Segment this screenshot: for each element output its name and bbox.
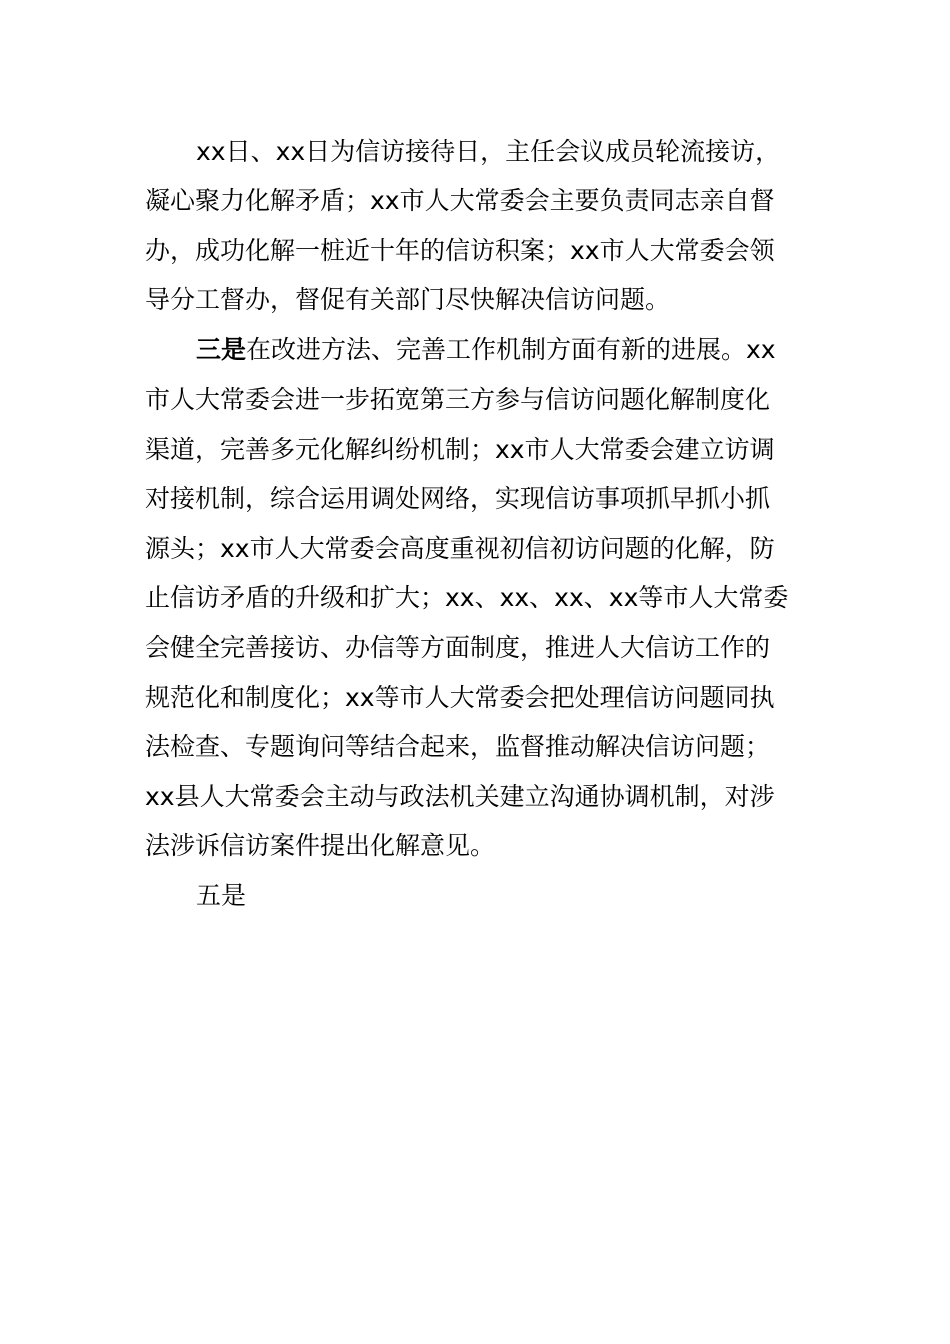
paragraph-3-line-1: 五是	[196, 881, 247, 910]
paragraph-2-line-3: 渠道，完善多元化解纠纷机制；xx市人大常委会建立访调	[145, 435, 775, 464]
paragraph-2-line-5: 源头；xx市人大常委会高度重视初信初访问题的化解，防	[145, 534, 775, 563]
paragraph-2-line-7: 会健全完善接访、办信等方面制度，推进人大信访工作的	[145, 633, 771, 662]
paragraph-2-lead: 三是	[196, 335, 247, 364]
paragraph-2-line-11: 法涉诉信访案件提出化解意见。	[145, 831, 496, 860]
paragraph-1-line-1: xx日、xx日为信访接待日，主任会议成员轮流接访，	[196, 137, 781, 166]
paragraph-1-line-4: 导分工督办，督促有关部门尽快解决信访问题。	[145, 285, 671, 314]
paragraph-2-line-6: 止信访矛盾的升级和扩大；xx、xx、xx、xx等市人大常委	[145, 583, 789, 612]
paragraph-1-line-3: 办，成功化解一桩近十年的信访积案；xx市人大常委会领	[145, 236, 775, 265]
paragraph-2-line-4: 对接机制，综合运用调处网络，实现信访事项抓早抓小抓	[145, 484, 771, 513]
paragraph-2-line-1	[196, 330, 776, 370]
paragraph-2-line-10: xx县人大常委会主动与政法机关建立沟通协调机制，对涉	[145, 782, 775, 811]
paragraph-2-line-2: 市人大常委会进一步拓宽第三方参与信访问题化解制度化	[145, 385, 771, 414]
paragraph-2-first-line-text: 在改进方法、完善工作机制方面有新的进展。xx	[246, 335, 776, 364]
paragraph-2-line-8: 规范化和制度化；xx等市人大常委会把处理信访问题同执	[145, 683, 775, 712]
paragraph-2-line-9: 法检查、专题询问等结合起来，监督推动解决信访问题；	[145, 732, 771, 761]
paragraph-1-line-2: 凝心聚力化解矛盾；xx市人大常委会主要负责同志亲自督	[145, 186, 775, 215]
